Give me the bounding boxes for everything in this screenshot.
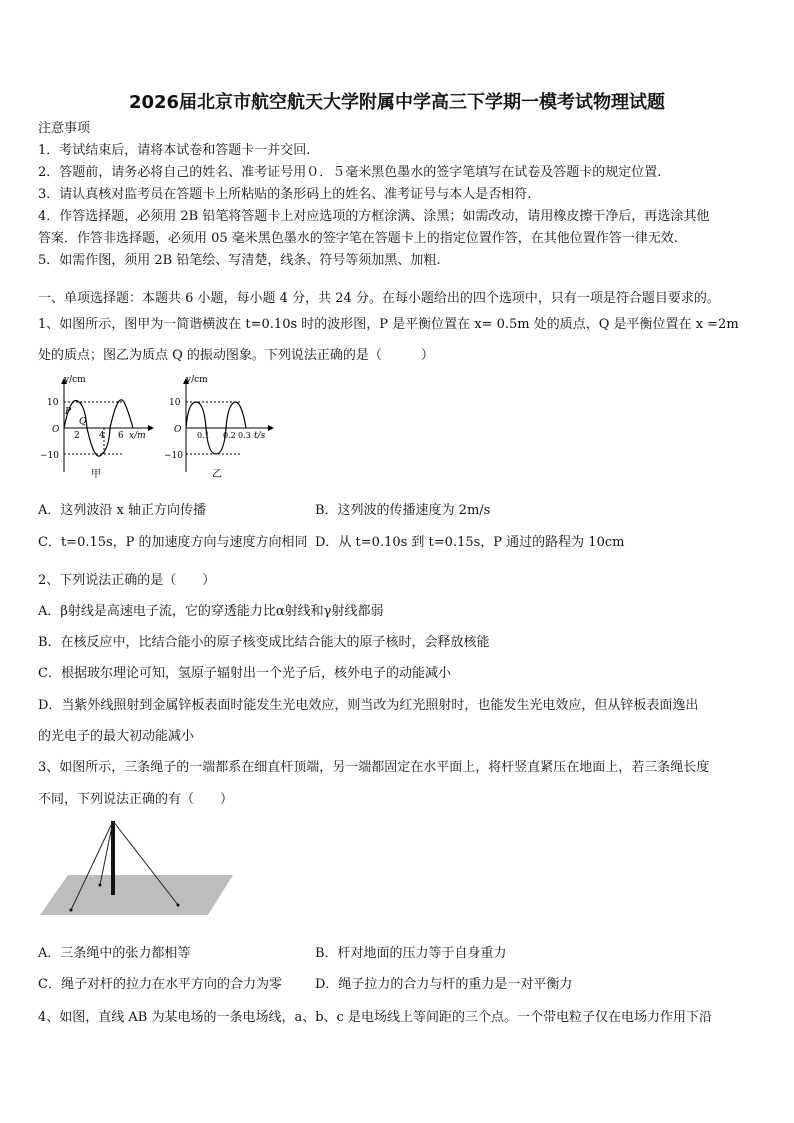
q2-option-d-line2: 的光电子的最大初动能减小	[38, 729, 195, 744]
fig-b-ylabel: y/cm	[186, 375, 208, 385]
fig-a-ytop: 10	[47, 398, 59, 408]
notice-item-5: 5．如需作图，须用 2B 铅笔绘、写清楚，线条、符号等须加黑、加粗.	[38, 253, 441, 268]
fig-a-tick-6: 6	[118, 431, 124, 441]
fig-b-tick-01: 0.1	[197, 431, 210, 440]
q2-stem: 2、下列说法正确的是（ ）	[38, 573, 216, 588]
q3-option-b: B．杆对地面的压力等于自身重力	[315, 946, 507, 961]
section-heading: 一、单项选择题：本题共 6 小题，每小题 4 分，共 24 分。在每小题给出的四个选项中，只有一项是符合题目要求的。	[38, 291, 720, 306]
q3-option-c: C．绳子对杆的拉力在水平方向的合力为零	[38, 977, 282, 992]
q1-option-a: A．这列波沿 x 轴正方向传播	[38, 503, 206, 518]
fig-b-xlabel: t/s	[254, 431, 266, 441]
q3-stem-line1: 3、如图所示，三条绳子的一端都系在细直杆顶端，另一端都固定在水平面上，将杆竖直紧压在地面上，若三条绳长度	[38, 760, 710, 775]
fig-a-origin: O	[52, 425, 60, 435]
fig-a-tick-2: 2	[74, 431, 80, 441]
pole-ropes-figure	[38, 815, 238, 920]
fig-b-caption: 乙	[212, 469, 222, 480]
q4-stem-line1: 4、如图，直线 AB 为某电场的一条电场线，a、b、c 是电场线上等间距的三个点。一个带电粒子仅在电场力作用下沿	[38, 1010, 712, 1025]
fig-a-p-label: P	[65, 407, 72, 417]
q1-stem-line2: 处的质点；图乙为质点 Q 的振动图象。下列说法正确的是（ ）	[38, 348, 434, 363]
q1-option-c: C．t=0.15s，P 的加速度方向与速度方向相同	[38, 535, 308, 550]
q3-option-a: A．三条绳中的张力都相等	[38, 946, 191, 961]
fig-a-xlabel: x/m	[129, 431, 146, 441]
q2-option-b: B．在核反应中，比结合能小的原子核变成比结合能大的原子核时，会释放核能	[38, 635, 490, 650]
fig-b-tick-02: 0.2	[223, 431, 236, 440]
q3-stem-line2: 不同，下列说法正确的有（ ）	[38, 792, 234, 807]
fig-a-ybot: −10	[40, 451, 59, 461]
fig-b-tick-03: 0.3	[238, 431, 251, 440]
page-title: 2026届北京市航空航天大学附属中学高三下学期一模考试物理试题	[128, 92, 666, 113]
wave-figure-a	[38, 372, 158, 482]
vibration-figure-b	[164, 372, 282, 482]
q1-option-b: B．这列波的传播速度为 2m/s	[315, 503, 491, 518]
q2-option-a: A．β射线是高速电子流，它的穿透能力比α射线和γ射线都弱	[38, 604, 384, 619]
q1-option-d: D．从 t=0.10s 到 t=0.15s，P 通过的路程为 10cm	[315, 535, 625, 550]
notice-item-4: 4．作答选择题，必须用 2B 铅笔将答题卡上对应选项的方框涂满、涂黑；如需改动，请用橡皮擦干净后，再选涂其他	[38, 209, 710, 224]
fig-a-caption: 甲	[91, 469, 101, 480]
fig-a-q-label: Q	[79, 417, 87, 427]
notice-item-2: 2．答题前，请务必将自己的姓名、准考证号用０．５毫米黑色墨水的签字笔填写在试卷及答题卡的规定位置.	[38, 165, 662, 180]
notice-item-3: 3．请认真核对监考员在答题卡上所粘贴的条形码上的姓名、准考证号与本人是否相符.	[38, 187, 532, 202]
notice-item-1: 1．考试结束后，请将本试卷和答题卡一并交回.	[38, 143, 311, 158]
q2-option-d-line1: D．当紫外线照射到金属锌板表面时能发生光电效应，则当改为红光照射时，也能发生光电效应，但从锌板表面逸出	[38, 698, 699, 713]
notice-item-4-cont: 答案．作答非选择题，必须用 05 毫米黑色墨水的签字笔在答题卡上的指定位置作答，在其他位置作答一律无效.	[38, 231, 678, 246]
fig-a-tick-4: 4	[99, 431, 105, 441]
notice-heading: 注意事项	[38, 121, 91, 136]
fig-b-ybot: −10	[164, 451, 183, 461]
q1-stem-line1: 1、如图所示，图甲为一简谐横波在 t=0.10s 时的波形图，P 是平衡位置在 x= 0.5m 处的质点，Q 是平衡位置在 x =2m	[38, 317, 739, 332]
q2-option-c: C．根据玻尔理论可知，氢原子辐射出一个光子后，核外电子的动能减小	[38, 666, 451, 681]
fig-a-ylabel: y/cm	[64, 375, 86, 385]
q3-option-d: D．绳子拉力的合力与杆的重力是一对平衡力	[315, 977, 573, 992]
fig-b-ytop: 10	[169, 398, 181, 408]
fig-b-origin: O	[174, 425, 182, 435]
